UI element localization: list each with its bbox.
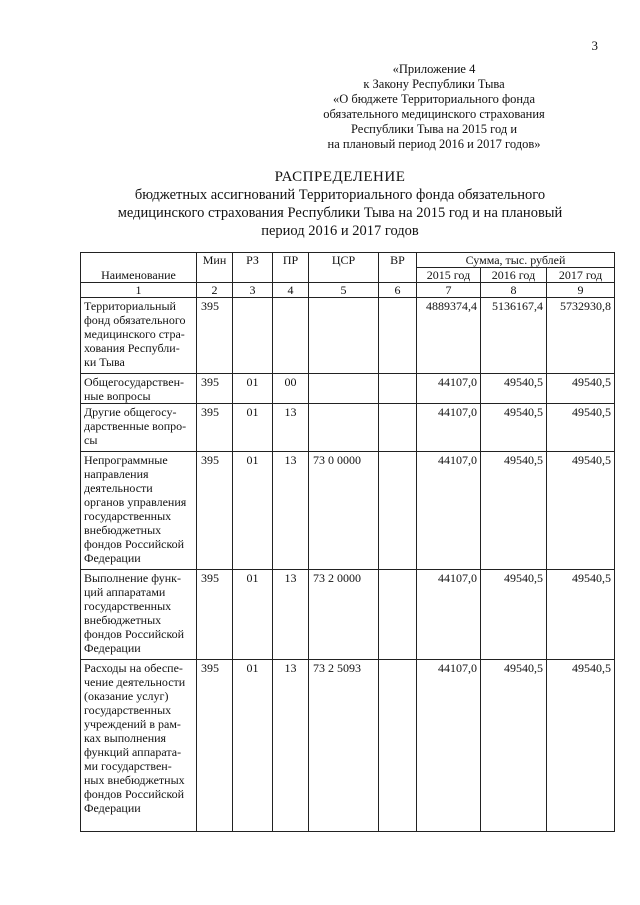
row-amount-2016: 5136167,4 [481, 298, 547, 374]
row-name [81, 452, 197, 570]
row-name-line: государственных [84, 703, 172, 717]
row-name-line: Расходы на обеспе- [84, 661, 183, 675]
header-rz: РЗ [233, 253, 273, 283]
column-number-row [81, 283, 615, 298]
row-name-line: государственных [84, 599, 172, 613]
document-title: РАСПРЕДЕЛЕНИЕ [274, 169, 406, 185]
row-rz [233, 298, 273, 374]
appendix-line: обязательного медицинского страхования [323, 107, 545, 121]
row-rz: 01 [233, 452, 273, 570]
row-name-line: фондов Российской [84, 537, 185, 551]
row-pr: 13 [273, 404, 309, 452]
row-csr: 73 0 0000 [309, 452, 379, 570]
row-name-line: Выполнение функ- [84, 571, 181, 585]
header-sum: Сумма, тыс. рублей [417, 253, 615, 268]
column-number: 8 [481, 283, 547, 298]
appendix-line: Республики Тыва на 2015 год и [350, 122, 518, 136]
subtitle-line: период 2016 и 2017 годов [261, 223, 419, 239]
row-vr [379, 452, 417, 570]
row-name-line: ций аппаратами [84, 585, 166, 599]
row-name-line: фондов Российской [84, 627, 185, 641]
appendix-line: «О бюджете Территориального фонда [332, 92, 536, 106]
row-amount-2017: 49540,5 [547, 570, 615, 660]
row-csr [309, 374, 379, 404]
row-amount-2015: 44107,0 [417, 570, 481, 660]
row-rz: 01 [233, 404, 273, 452]
row-name-line: ных внебюджетных [84, 773, 185, 787]
header-min: Мин [197, 253, 233, 283]
row-amount-2015: 44107,0 [417, 660, 481, 832]
row-name-line: функций аппарата- [84, 745, 182, 759]
row-name-line: Непрограммные [84, 453, 168, 467]
row-pr: 13 [273, 570, 309, 660]
row-vr [379, 298, 417, 374]
row-name-line: государственных [84, 509, 172, 523]
row-name [81, 660, 197, 832]
row-csr [309, 404, 379, 452]
subtitle-line: бюджетных ассигнований Территориального фонда обязательного [134, 187, 546, 203]
row-name [81, 298, 197, 374]
row-name-line: органов управления [84, 495, 187, 509]
row-amount-2016: 49540,5 [481, 570, 547, 660]
row-name-line: ки Тыва [84, 355, 125, 369]
row-name-line: ках выполнения [84, 731, 167, 745]
row-name-line: фонд обязательного [84, 313, 186, 327]
row-vr [379, 404, 417, 452]
row-pr: 13 [273, 452, 309, 570]
row-min: 395 [197, 660, 233, 832]
row-rz: 01 [233, 660, 273, 832]
row-amount-2017: 49540,5 [547, 660, 615, 832]
row-amount-2016: 49540,5 [481, 660, 547, 832]
budget-table [80, 252, 615, 832]
column-number: 2 [197, 283, 233, 298]
row-pr: 13 [273, 660, 309, 832]
row-name-line: внебюджетных [84, 613, 162, 627]
row-name-line: Общегосударствен- [84, 375, 185, 389]
row-name-line: Федерации [84, 801, 141, 815]
subtitle-line: медицинского страхования Республики Тыва на 2015 год и на плановый [117, 205, 563, 221]
document-heading [86, 168, 594, 240]
row-vr [379, 374, 417, 404]
column-number: 4 [273, 283, 309, 298]
row-name-line: Другие общегосу- [84, 405, 177, 419]
row-name-line: сы [84, 433, 98, 447]
row-name-line: ми государствен- [84, 759, 172, 773]
header-2015: 2015 год [417, 268, 481, 283]
column-number: 6 [379, 283, 417, 298]
row-amount-2015: 44107,0 [417, 404, 481, 452]
row-name-line: хования Республи- [84, 341, 180, 355]
header-row [81, 253, 615, 268]
header-2016: 2016 год [481, 268, 547, 283]
appendix-line: «Приложение 4 [392, 62, 476, 76]
row-amount-2016: 49540,5 [481, 404, 547, 452]
row-name-line: внебюджетных [84, 523, 162, 537]
row-vr [379, 660, 417, 832]
row-amount-2015: 44107,0 [417, 374, 481, 404]
row-name-line: фондов Российской [84, 787, 185, 801]
table-row [81, 298, 615, 374]
table-row [81, 374, 615, 404]
row-min: 395 [197, 374, 233, 404]
table-row [81, 452, 615, 570]
column-number: 9 [547, 283, 615, 298]
row-name [81, 570, 197, 660]
column-number: 5 [309, 283, 379, 298]
row-name-line: (оказание услуг) [84, 689, 169, 703]
header-csr: ЦСР [309, 253, 379, 283]
row-amount-2016: 49540,5 [481, 374, 547, 404]
appendix-line: к Закону Республики Тыва [363, 77, 505, 91]
table-row [81, 570, 615, 660]
row-min: 395 [197, 570, 233, 660]
column-number: 1 [81, 283, 197, 298]
column-number: 3 [233, 283, 273, 298]
row-vr [379, 570, 417, 660]
row-name [81, 374, 197, 404]
row-amount-2017: 5732930,8 [547, 298, 615, 374]
row-min: 395 [197, 404, 233, 452]
row-csr: 73 2 0000 [309, 570, 379, 660]
appendix-reference [284, 62, 584, 152]
row-name-line: дарственные вопро- [84, 419, 187, 433]
header-vr: ВР [379, 253, 417, 283]
row-csr: 73 2 5093 [309, 660, 379, 832]
row-min: 395 [197, 298, 233, 374]
row-amount-2015: 4889374,4 [417, 298, 481, 374]
header-pr: ПР [273, 253, 309, 283]
header-2017: 2017 год [547, 268, 615, 283]
row-name-line: деятельности [84, 481, 153, 495]
row-name-line: чение деятельности [84, 675, 186, 689]
row-rz: 01 [233, 570, 273, 660]
appendix-line: на плановый период 2016 и 2017 годов» [327, 137, 541, 151]
row-name-line: Территориальный [84, 299, 176, 313]
row-csr [309, 298, 379, 374]
row-name-line: Федерации [84, 551, 141, 565]
row-name-line: Федерации [84, 641, 141, 655]
column-number: 7 [417, 283, 481, 298]
row-amount-2015: 44107,0 [417, 452, 481, 570]
row-name-line: медицинского стра- [84, 327, 185, 341]
row-amount-2017: 49540,5 [547, 452, 615, 570]
row-amount-2016: 49540,5 [481, 452, 547, 570]
row-pr: 00 [273, 374, 309, 404]
table-row [81, 660, 615, 832]
header-name: Наименование [81, 253, 197, 283]
row-amount-2017: 49540,5 [547, 404, 615, 452]
row-amount-2017: 49540,5 [547, 374, 615, 404]
table-body [81, 298, 615, 832]
row-name-line: учреждений в рам- [84, 717, 181, 731]
page-number: 3 [591, 38, 598, 53]
row-name [81, 404, 197, 452]
row-min: 395 [197, 452, 233, 570]
row-pr [273, 298, 309, 374]
row-name-line: ные вопросы [84, 389, 151, 403]
table-row [81, 404, 615, 452]
document-subtitle [86, 186, 594, 240]
row-rz: 01 [233, 374, 273, 404]
row-name-line: направления [84, 467, 149, 481]
